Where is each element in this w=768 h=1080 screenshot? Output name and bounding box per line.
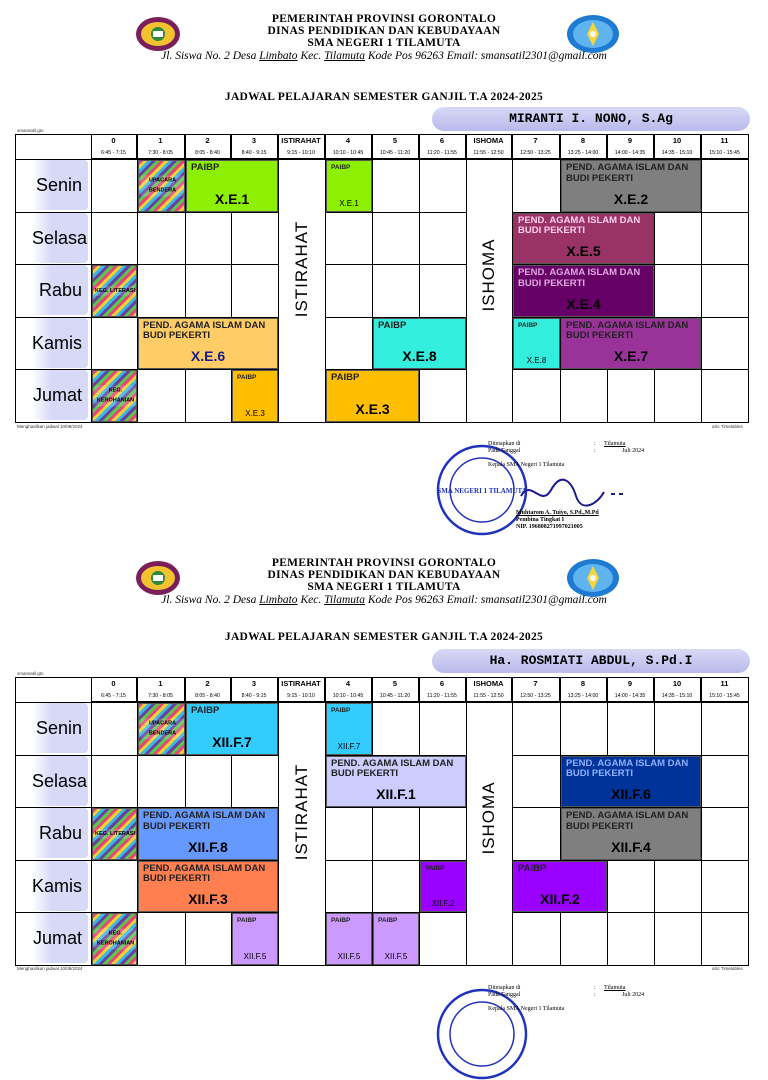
- column-header: 9: [607, 135, 654, 147]
- block-class: X.E.5: [566, 243, 601, 259]
- activity-literasi: [92, 265, 137, 317]
- column-time: 11:55 - 12:50: [466, 147, 512, 159]
- column-time: 6:45 - 7:15: [91, 690, 137, 702]
- lesson-block: [326, 160, 372, 212]
- block-class: X.E.1: [339, 198, 359, 208]
- day-label-kamis: Kamis: [32, 861, 88, 911]
- timetable-grid: [15, 134, 749, 423]
- schedule-title: JADWAL PELAJARAN SEMESTER GANJIL T.A 2024-2025: [224, 631, 544, 643]
- column-header: 4: [325, 678, 372, 690]
- activity-upacara: [138, 160, 185, 212]
- sign-place-label: Ditetapkan di: [488, 985, 521, 991]
- sign-date-label: Pada Tanggal: [488, 992, 521, 998]
- block-subject: PAIBP: [237, 374, 257, 381]
- footer-generated: Menghasilkan jadwal 10/08/2024: [17, 966, 83, 971]
- teacher-name: Ha. ROSMIATI ABDUL, S.Pd.I: [432, 649, 750, 673]
- column-time: 11:20 - 11:55: [419, 147, 466, 159]
- schedule-title: JADWAL PELAJARAN SEMESTER GANJIL T.A 2024-2025: [224, 91, 544, 103]
- lesson-block: [373, 318, 466, 370]
- day-label-rabu: Rabu: [32, 265, 88, 315]
- lesson-block: [561, 318, 701, 370]
- column-time: 14:00 - 14:35: [607, 147, 654, 159]
- block-subject: PAIBP: [331, 372, 360, 383]
- block-subject: PAIBP: [191, 705, 220, 716]
- block-subject: PAIBP: [237, 917, 257, 924]
- block-class: X.E.8: [402, 348, 437, 364]
- activity-kerohanian: [92, 370, 137, 422]
- column-header: 3: [231, 135, 278, 147]
- block-subject: PAIBP: [518, 862, 547, 874]
- block-class: XII.F.4: [611, 838, 651, 855]
- block-class: X.E.3: [245, 408, 265, 418]
- day-label-selasa: Selasa: [32, 756, 88, 806]
- block-class: XII.F.5: [337, 951, 361, 961]
- column-header: 1: [137, 678, 185, 690]
- column-header: 1: [137, 135, 185, 147]
- activity-literasi: [92, 808, 137, 860]
- corner-label: smansatil.gto: [17, 671, 44, 676]
- day-label-selasa: Selasa: [32, 213, 88, 263]
- sign-place-label: Ditetapkan di: [488, 441, 521, 447]
- column-time: 13:25 - 14:00: [560, 690, 607, 702]
- break-column-label: ISTIRAHAT: [291, 220, 311, 318]
- letterhead-address: Jl. Siswa No. 2 Desa Limbato Kec. Tilamuta Kode Pos 96263 Email: smansatil2301@gmail.com: [161, 50, 607, 62]
- block-class: X.E.2: [613, 190, 649, 207]
- block-subject: KEG. LITERASI: [95, 286, 135, 297]
- sign-nip: NIP. 196808271997021005: [516, 524, 583, 530]
- letterhead-line3: SMA NEGERI 1 TILAMUTA: [307, 37, 461, 49]
- column-time: 8:40 - 9:15: [231, 147, 278, 159]
- block-subject: PAIBP: [378, 917, 398, 924]
- sign-colon: :: [594, 985, 596, 991]
- block-class: XII.F.8: [188, 838, 228, 855]
- letterhead-line3: SMA NEGERI 1 TILAMUTA: [307, 581, 461, 593]
- break-column-label: ISTIRAHAT: [291, 763, 311, 861]
- day-label-jumat: Jumat: [32, 370, 88, 420]
- column-time: 10:10 - 10:45: [325, 147, 372, 159]
- block-subject: PAIBP: [331, 917, 351, 924]
- block-class: X.E.8: [526, 356, 547, 365]
- block-subject: KEG. KEROHANIAN: [95, 385, 136, 406]
- block-subject: KEG. LITERASI: [95, 829, 135, 840]
- column-header: ISTIRAHAT: [278, 678, 325, 690]
- lesson-block: [420, 861, 466, 913]
- row-divider: [16, 860, 749, 861]
- letterhead-line1: PEMERINTAH PROVINSI GORONTALO: [271, 13, 497, 25]
- column-time: 14:35 - 15:10: [654, 690, 701, 702]
- block-subject: PAIBP: [331, 707, 351, 714]
- sign-date: Juli 2024: [622, 992, 645, 998]
- letterhead-line1: PEMERINTAH PROVINSI GORONTALO: [271, 557, 497, 569]
- block-subject: PAIBP: [191, 162, 220, 173]
- activity-upacara: [138, 703, 185, 755]
- column-header: 11: [701, 678, 749, 690]
- column-time: 15:10 - 15:45: [701, 147, 749, 159]
- signature-block: [436, 982, 645, 1024]
- sign-name: Muhtarom A. Tuiyo, S.Pd.,M.Pd: [516, 510, 599, 516]
- lesson-block: [326, 913, 372, 965]
- sign-colon: :: [594, 448, 596, 454]
- column-header: 5: [372, 135, 419, 147]
- letterhead: [0, 13, 768, 63]
- column-time: 11:20 - 11:55: [419, 690, 466, 702]
- lesson-block: [186, 160, 278, 212]
- lesson-block: [513, 318, 560, 370]
- lesson-block: [513, 861, 607, 913]
- column-header: ISTIRAHAT: [278, 135, 325, 147]
- column-header: 8: [560, 135, 607, 147]
- lesson-block: [561, 756, 701, 808]
- day-label-senin: Senin: [32, 160, 88, 210]
- sign-place: Tilamuta: [604, 441, 626, 447]
- sign-colon: :: [594, 992, 596, 998]
- column-time: 7:30 - 8:05: [137, 147, 185, 159]
- sign-rank: Pembina Tingkat I: [516, 517, 565, 523]
- row-divider: [16, 702, 749, 703]
- column-header: 10: [654, 135, 701, 147]
- block-subject: PEND. AGAMA ISLAM DAN BUDI PEKERTI: [518, 214, 641, 236]
- block-class: XII.F.1: [376, 786, 416, 802]
- sign-date: Juli 2024: [622, 448, 645, 454]
- block-class: X.E.1: [214, 190, 250, 207]
- block-subject: PEND. AGAMA ISLAM DAN BUDI PEKERTI: [331, 757, 454, 779]
- block-subject: KEG. KEROHANIAN: [95, 928, 136, 949]
- lesson-block: [138, 808, 278, 860]
- column-header: 6: [419, 135, 466, 147]
- block-class: X.E.6: [190, 348, 226, 364]
- lesson-block: [186, 703, 278, 755]
- column-header: ISHOMA: [466, 678, 512, 690]
- day-label-senin: Senin: [32, 703, 88, 753]
- block-class: XII.F.5: [384, 951, 408, 961]
- block-class: XII.F.5: [243, 951, 267, 961]
- column-header: 10: [654, 678, 701, 690]
- column-header: 5: [372, 678, 419, 690]
- column-time: 7:30 - 8:05: [137, 690, 185, 702]
- lesson-block: [326, 756, 466, 808]
- block-subject: UPACARA BENDERA: [141, 175, 184, 196]
- lesson-block: [232, 370, 278, 422]
- sign-role: Kepala SMA Negeri 1 Tilamuta: [488, 462, 565, 468]
- column-header: 2: [185, 135, 231, 147]
- block-class: XII.F.7: [212, 733, 252, 750]
- stamp-text: SMA NEGERI 1 TILAMUTA: [437, 487, 527, 495]
- column-header: 4: [325, 135, 372, 147]
- letterhead-address: Jl. Siswa No. 2 Desa Limbato Kec. Tilamuta Kode Pos 96263 Email: smansatil2301@gmail.com: [161, 594, 607, 606]
- lesson-block: [513, 265, 654, 317]
- column-header: 3: [231, 678, 278, 690]
- column-header: 0: [91, 135, 137, 147]
- column-divider: [419, 678, 420, 966]
- column-time: 10:45 - 11:20: [372, 147, 419, 159]
- lesson-block: [561, 808, 701, 860]
- lesson-block: [326, 703, 372, 755]
- column-divider: [512, 678, 513, 966]
- letterhead-line2: DINAS PENDIDIKAN DAN KEBUDAYAAN: [267, 569, 501, 581]
- block-subject: UPACARA BENDERA: [141, 718, 184, 739]
- block-class: XII.F.2: [431, 899, 455, 908]
- block-subject: PEND. AGAMA ISLAM DAN BUDI PEKERTI: [566, 757, 689, 779]
- block-subject: PEND. AGAMA ISLAM DAN BUDI PEKERTI: [143, 862, 266, 884]
- block-class: XII.F.3: [188, 891, 228, 907]
- block-class: XII.F.2: [540, 891, 580, 907]
- sign-date-label: Pada Tanggal: [488, 448, 521, 454]
- teacher-name: MIRANTI I. NONO, S.Ag: [432, 107, 750, 131]
- lesson-block: [138, 318, 278, 370]
- column-header: 9: [607, 678, 654, 690]
- column-header: 8: [560, 678, 607, 690]
- lesson-block: [138, 861, 278, 913]
- block-subject: PEND. AGAMA ISLAM DAN BUDI PEKERTI: [143, 319, 266, 341]
- column-time: 11:55 - 12:50: [466, 690, 512, 702]
- sign-role: Kepala SMA Negeri 1 Tilamuta: [488, 1006, 565, 1012]
- lesson-block: [373, 913, 419, 965]
- column-header: 7: [512, 678, 560, 690]
- footer-software: aSc Timetables: [712, 424, 743, 429]
- sign-colon: :: [594, 441, 596, 447]
- day-label-rabu: Rabu: [32, 808, 88, 858]
- block-subject: PEND. AGAMA ISLAM DAN BUDI PEKERTI: [566, 810, 689, 832]
- column-time: 12:50 - 13:25: [512, 147, 560, 159]
- signature-block: [436, 438, 645, 538]
- block-subject: PAIBP: [425, 864, 445, 872]
- column-time: 8:40 - 9:15: [231, 690, 278, 702]
- lesson-block: [513, 213, 654, 265]
- column-time: 14:00 - 14:35: [607, 690, 654, 702]
- column-header: 6: [419, 678, 466, 690]
- letterhead: [0, 557, 768, 607]
- block-subject: PEND. AGAMA ISLAM DAN BUDI PEKERTI: [566, 319, 689, 341]
- letterhead-line2: DINAS PENDIDIKAN DAN KEBUDAYAAN: [267, 25, 501, 37]
- footer-software: aSc Timetables: [712, 966, 743, 971]
- column-header: ISHOMA: [466, 135, 512, 147]
- block-subject: PAIBP: [378, 319, 407, 331]
- column-divider: [701, 678, 702, 966]
- block-class: XII.F.7: [337, 741, 361, 751]
- school-stamp-icon: [436, 988, 528, 1080]
- column-time: 12:50 - 13:25: [512, 690, 560, 702]
- column-divider: [701, 135, 702, 423]
- column-time: 9:15 - 10:10: [278, 147, 325, 159]
- column-time: 8:05 - 8:40: [185, 690, 231, 702]
- school-stamp-icon: [436, 444, 528, 536]
- row-divider: [16, 422, 749, 423]
- sign-place: Tilamuta: [604, 985, 626, 991]
- footer-generated: Menghasilkan jadwal 10/08/2024: [17, 424, 83, 429]
- column-time: 8:05 - 8:40: [185, 147, 231, 159]
- column-time: 9:15 - 10:10: [278, 690, 325, 702]
- block-subject: PAIBP: [331, 164, 351, 171]
- block-class: X.E.7: [613, 348, 649, 364]
- block-subject: PEND. AGAMA ISLAM DAN BUDI PEKERTI: [143, 810, 266, 832]
- day-label-kamis: Kamis: [32, 318, 88, 368]
- block-subject: PAIBP: [518, 321, 538, 329]
- block-subject: PEND. AGAMA ISLAM DAN BUDI PEKERTI: [566, 162, 689, 184]
- day-label-jumat: Jumat: [32, 913, 88, 963]
- column-time: 10:45 - 11:20: [372, 690, 419, 702]
- column-header: 11: [701, 135, 749, 147]
- signature-scribble-icon: [516, 476, 626, 510]
- timetable-grid: [15, 677, 749, 966]
- block-subject: PEND. AGAMA ISLAM DAN BUDI PEKERTI: [518, 267, 641, 289]
- ishoma-column-label: ISHOMA: [479, 780, 498, 855]
- ishoma-column-label: ISHOMA: [479, 237, 498, 312]
- column-time: 6:45 - 7:15: [91, 147, 137, 159]
- block-class: X.E.4: [566, 295, 601, 312]
- block-class: X.E.3: [355, 400, 390, 417]
- column-time: 13:25 - 14:00: [560, 147, 607, 159]
- corner-label: smansatil.gto: [17, 128, 44, 133]
- column-time: 14:35 - 15:10: [654, 147, 701, 159]
- block-class: XII.F.6: [611, 786, 651, 802]
- row-divider: [16, 965, 749, 966]
- lesson-block: [561, 160, 701, 212]
- lesson-block: [326, 370, 419, 422]
- column-header: 7: [512, 135, 560, 147]
- column-time: 10:10 - 10:45: [325, 690, 372, 702]
- activity-kerohanian: [92, 913, 137, 965]
- column-divider: [419, 135, 420, 423]
- column-header: 0: [91, 678, 137, 690]
- column-header: 2: [185, 678, 231, 690]
- column-time: 15:10 - 15:45: [701, 690, 749, 702]
- lesson-block: [232, 913, 278, 965]
